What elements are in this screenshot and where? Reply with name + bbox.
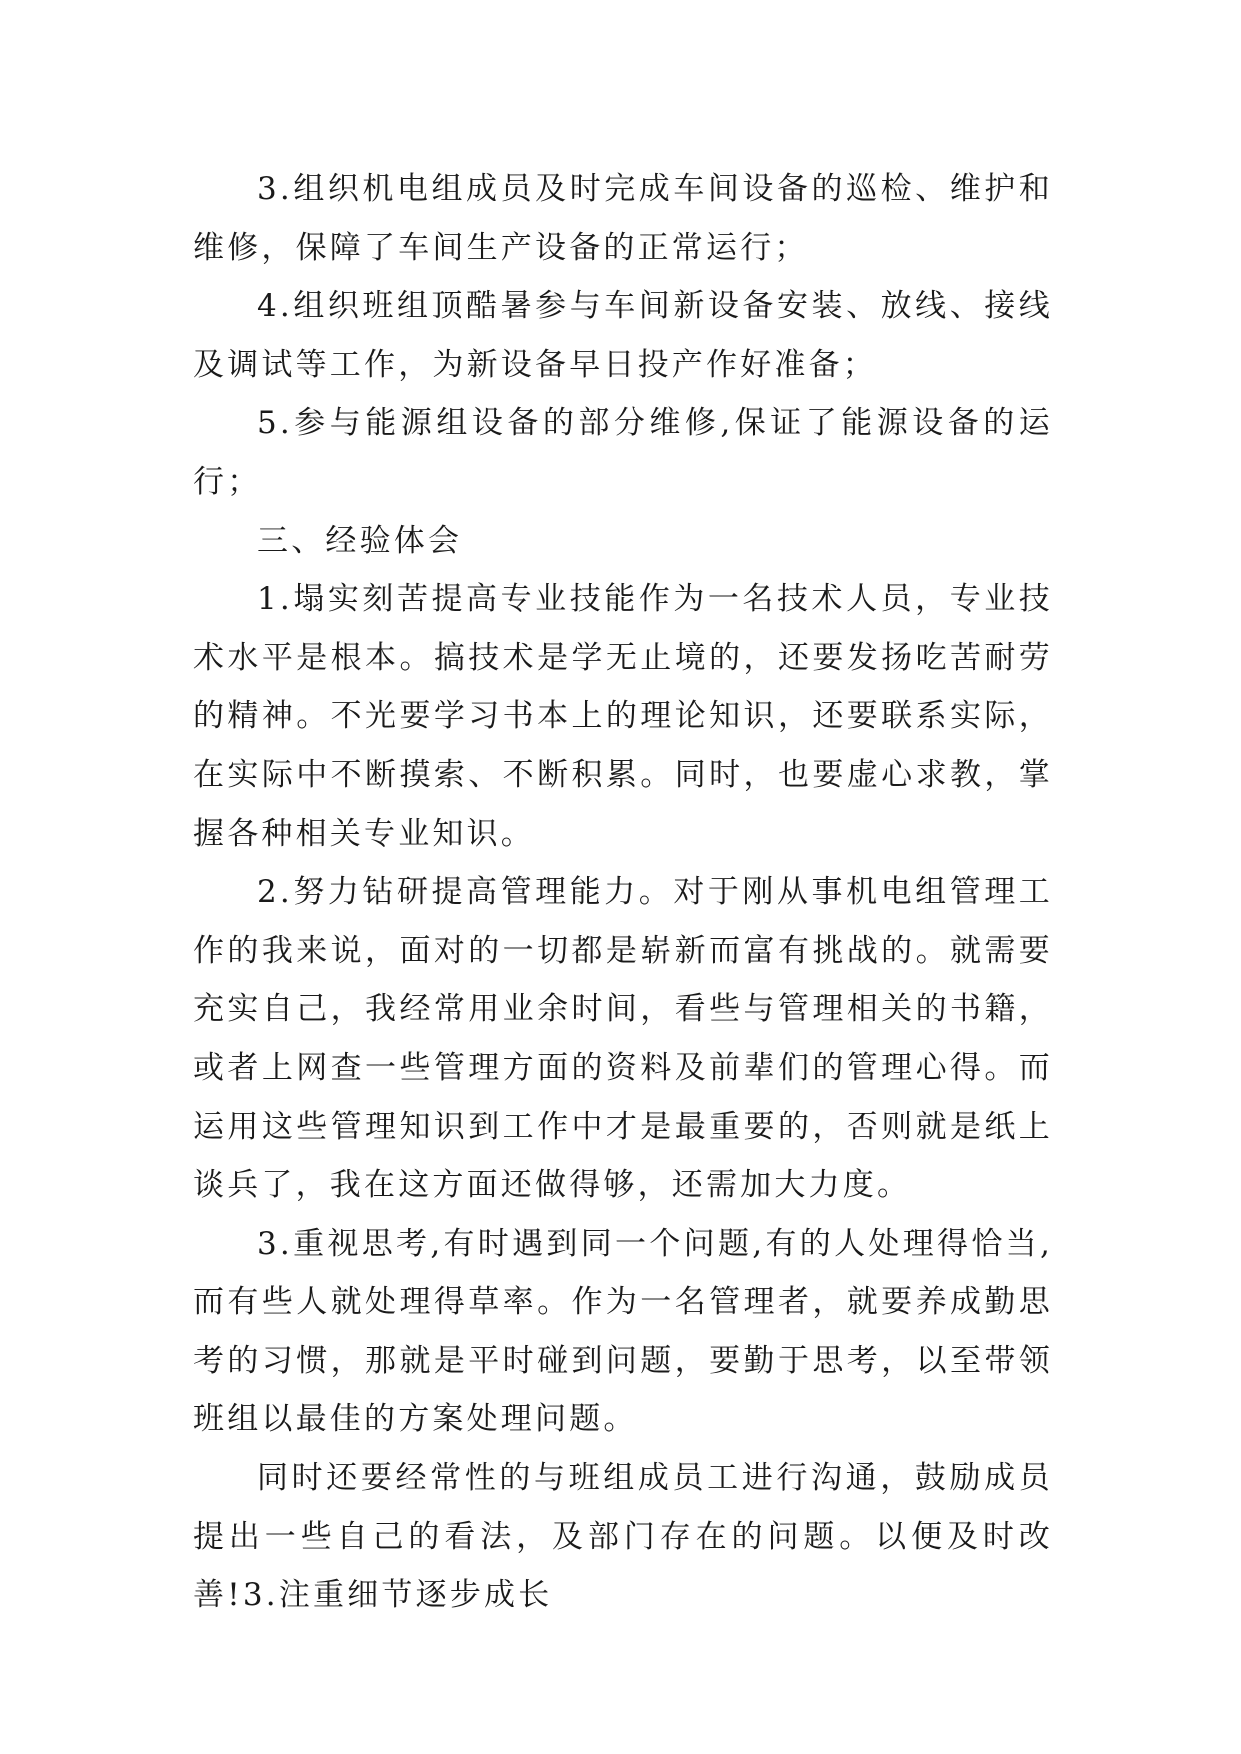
paragraph-experience-2: 2.努力钻研提高管理能力。对于刚从事机电组管理工作的我来说，面对的一切都是崭新而富有挑战的。就需要充实自己，我经常用业余时间，看些与管理相关的书籍，或者上网查一些管理方面的资料及前辈们的管理心得。而运用这些管理知识到工作中才是最重要的，否则就是纸上谈兵了，我在这方面还做得够，还需加大力度。 [193,874,1053,1204]
paragraph-item-5: 5.参与能源组设备的部分维修,保证了能源设备的运行； [193,405,1053,500]
paragraph-item-4: 4.组织班组顶酷暑参与车间新设备安装、放线、接线及调试等工作，为新设备早日投产作好准备； [193,288,1053,383]
paragraph-communication: 同时还要经常性的与班组成员工进行沟通，鼓励成员提出一些自己的看法，及部门存在的问题。以便及时改善!3.注重细节逐步成长 [193,1460,1053,1614]
paragraph-experience-1: 1.塌实刻苦提高专业技能作为一名技术人员，专业技术水平是根本。搞技术是学无止境的，还要发扬吃苦耐劳的精神。不光要学习书本上的理论知识，还要联系实际，在实际中不断摸索、不断积累。同时，也要虚心求教，掌握各种相关专业知识。 [193,581,1053,852]
section-heading: 三、经验体会 [257,522,463,559]
paragraph-item-3: 3.组织机电组成员及时完成车间设备的巡检、维护和维修，保障了车间生产设备的正常运行； [193,171,1053,266]
document-body [193,160,1053,1625]
paragraph-experience-3: 3.重视思考,有时遇到同一个问题,有的人处理得恰当,而有些人就处理得草率。作为一名管理者，就要养成勤思考的习惯，那就是平时碰到问题，要勤于思考，以至带领班组以最佳的方案处理问题。 [193,1225,1053,1438]
